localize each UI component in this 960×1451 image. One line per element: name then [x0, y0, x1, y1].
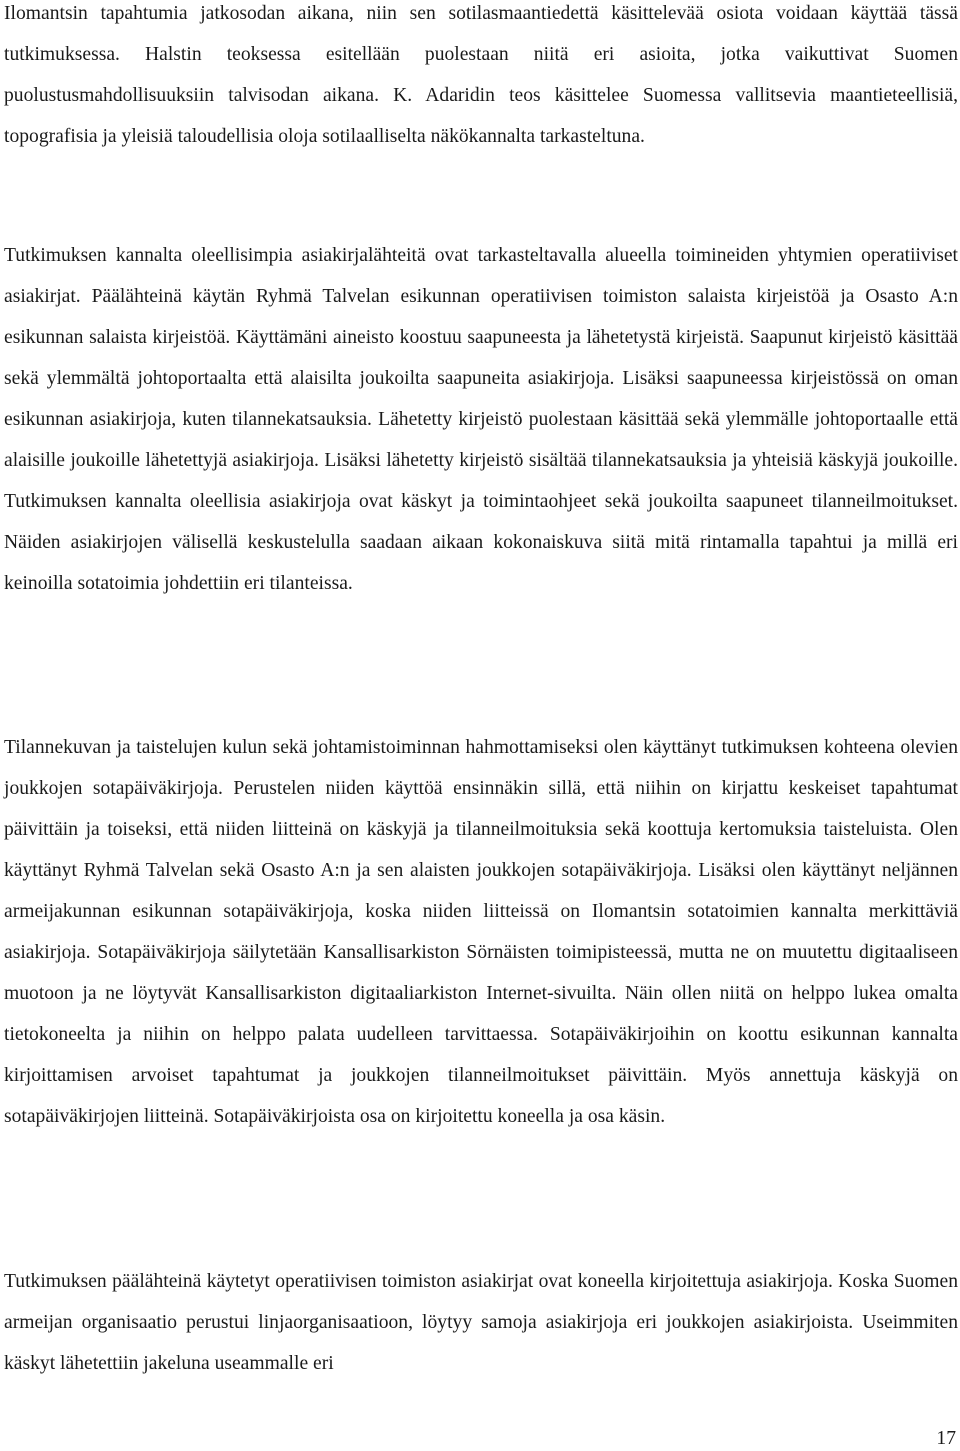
paragraph-archival-sources: Tutkimuksen kannalta oleellisimpia asiakirjalähteitä ovat tarkasteltavalla alueella toimineiden yhtymien operatiiviset asiakirjat. Päälähteinä käytän Ryhmä Talvelan esikunnan operatiivisen toimiston salaista kirjeistöä ja Osasto A:n esikunnan salaista kirjeistöä. Käyttämäni aineisto koostuu saapuneesta ja lähetetystä kirjeistä. Saapunut kirjeistö käsittää sekä ylemmältä johtoportaalta että alaisilta joukoilta saapuneita asiakirjoja. Lisäksi saapuneessa kirjeistössä on oman esikunnan asiakirjoja, kuten tilannekatsauksia. Lähetetty kirjeistö puolestaan käsittää sekä ylemmälle johtoportaalle että alaisille joukoille lähetettyjä asiakirjoja. Lisäksi lähetetty kirjeistö sisältää tilannekatsauksia ja yhteisiä käskyjä joukoille. Tutkimuksen kannalta oleellisia asiakirjoja ovat käskyt ja toimintaohjeet sekä joukoilta saapuneet tilanneilmoitukset. Näiden asiakirjojen välisellä keskustelulla saadaan aikaan kokonaiskuva siitä mitä rintamalla tapahtui ja millä eri keinoilla sotatoimia johdettiin eri tilanteissa. — [4, 245, 958, 594]
paragraph-war-diaries: Tilannekuvan ja taistelujen kulun sekä johtamistoiminnan hahmottamiseksi olen käyttänyt tutkimuksen kohteena olevien joukkojen sotapäiväkirjoja. Perustelen niiden käyttöä ensinnäkin sillä, että niihin on kirjattu keskeiset tapahtumat päivittäin ja toiseksi, että niiden liitteinä on käskyjä ja tilanneilmoituksia sekä koottuja kertomuksia taisteluista. Olen käyttänyt Ryhmä Talvelan sekä Osasto A:n ja sen alaisten joukkojen sotapäiväkirjoja. Lisäksi olen käyttänyt neljännen armeijakunnan esikunnan sotapäiväkirjoja, koska niiden liitteissä on Ilomantsin sotatoimien kannalta merkittäviä asiakirjoja. Sotapäiväkirjoja säilytetään Kansallisarkiston Sörnäisten toimipisteessä, mutta ne on muutettu digitaaliseen muotoon ja ne löytyvät Kansallisarkiston digitaaliarkiston Internet-sivuilta. Näin ollen niitä on helppo lukea omalta tietokoneelta ja niihin on helppo palata uudelleen tarvittaessa. Sotapäiväkirjoihin on koottu esikunnan kannalta kirjoittamisen arvoiset tapahtumat ja joukkojen tilanneilmoitukset päivittäin. Myös annettuja käskyjä on sotapäiväkirjojen liitteinä. Sotapäiväkirjoista osa on kirjoitettu koneella ja osa käsin. — [4, 737, 958, 1127]
paragraph-sources-literature: Ilomantsin tapahtumia jatkosodan aikana, niin sen sotilasmaantiedettä käsittelevää osiota voidaan käyttää tässä tutkimuksessa. Halstin teoksessa esitellään puolestaan niitä eri asioita, jotka vaikuttivat Suomen puolustusmahdollisuuksiin talvisodan aikana. K. Adaridin teos käsittelee Suomessa vallitsevia maantieteellisiä, topografisia ja yleisiä taloudellisia oloja sotilaalliselta näkökannalta tarkasteltuna. — [4, 3, 958, 147]
paragraph-typed-documents: Tutkimuksen päälähteinä käytetyt operatiivisen toimiston asiakirjat ovat koneella kirjoitettuja asiakirjoja. Koska Suomen armeijan organisaatio perustui linjaorganisaatioon, löytyy samoja asiakirjoja eri joukkojen asiakirjoista. Useimmiten käskyt lähetettiin jakeluna useammalle eri — [4, 1271, 958, 1374]
page-number: 17 — [936, 1428, 956, 1449]
